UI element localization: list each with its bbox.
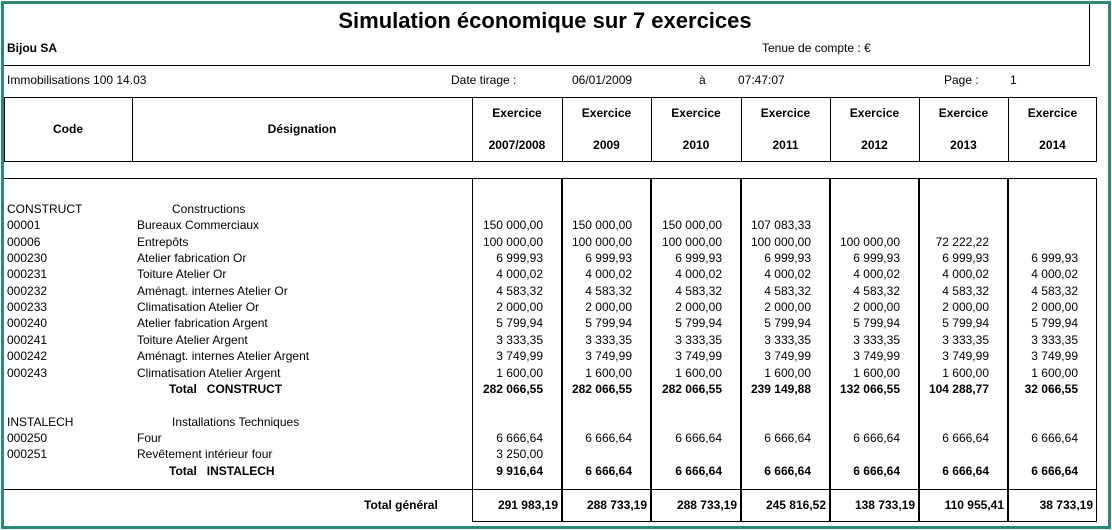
row-value: 6 999,93 [1031,251,1078,266]
row-value: 150 000,00 [661,218,722,233]
exercise-header-year: 2011 [772,138,799,152]
row-designation: Installations Techniques [172,414,300,429]
grand-total-value: 138 733,19 [854,498,915,512]
grand-total-value: 291 983,19 [497,498,558,512]
exercise-header-label: Exercice [581,106,632,120]
row-value: 3 333,35 [585,332,632,347]
table-row [0,333,1097,349]
row-value: 72 222,22 [935,234,989,249]
table-row [0,251,1097,267]
row-value: 6 999,93 [585,251,632,266]
row-value: 6 666,64 [1031,430,1078,445]
row-code: 000233 [7,300,48,315]
exercise-header-label: Exercice [760,106,811,120]
report-code: Immobilisations 100 14.03 [7,73,147,87]
date-label: Date tirage : [451,73,517,87]
row-code: 00006 [7,234,41,249]
exercise-header-label: Exercice [492,106,542,120]
row-designation: Total CONSTRUCT [169,381,283,396]
row-value: 6 666,64 [1031,463,1078,478]
row-code: 000230 [7,251,48,266]
exercise-header-year: 2007/2008 [488,138,546,152]
subtotal-row [0,382,1097,398]
grand-total-value: 38 733,19 [1039,498,1093,512]
date-value: 06/01/2009 [572,73,633,87]
grand-total-label: Total général [364,498,438,512]
page-label: Page : [944,73,979,87]
table-row [0,366,1097,382]
row-value: 5 799,94 [585,316,632,331]
row-designation: Atelier fabrication Argent [137,316,268,331]
table-row [0,349,1097,365]
exercise-header-label: Exercice [849,106,900,120]
row-designation: Four [137,430,162,445]
row-value: 282 066,55 [571,381,632,396]
row-designation: Revêtement intérieur four [137,447,273,462]
row-value: 3 333,35 [853,332,900,347]
row-value: 150 000,00 [571,218,632,233]
row-value: 4 583,32 [496,283,543,298]
row-value: 4 000,02 [1031,267,1078,282]
row-value: 4 583,32 [853,283,900,298]
row-value: 6 666,64 [585,463,632,478]
row-designation: Entrepôts [137,234,189,249]
exercise-header-label: Exercice [938,106,989,120]
row-value: 6 999,93 [853,251,900,266]
row-value: 132 066,55 [839,381,900,396]
row-value: 2 000,00 [942,300,989,315]
row-value: 282 066,55 [482,381,543,396]
row-value: 6 999,93 [675,251,722,266]
grand-total-value: 288 733,19 [676,498,737,512]
row-value: 1 600,00 [675,365,722,380]
row-designation: Bureaux Commerciaux [137,218,260,233]
row-value: 1 600,00 [496,365,543,380]
row-value: 100 000,00 [750,234,811,249]
row-value: 3 250,00 [496,447,543,462]
currency-label: Tenue de compte : € [762,41,871,55]
table-row [0,218,1097,234]
row-code: 000242 [7,349,48,364]
table-row [0,431,1097,447]
row-code: 000250 [7,430,48,445]
row-value: 3 333,35 [764,332,811,347]
row-value: 5 799,94 [675,316,722,331]
row-value: 4 583,32 [942,283,989,298]
row-value: 5 799,94 [942,316,989,331]
table-row [0,447,1097,463]
code-header: Code [53,122,83,136]
exercise-header-year: 2013 [950,138,977,152]
row-value: 9 916,64 [496,463,543,478]
row-value: 3 749,99 [853,349,900,364]
row-designation: Aménagt. internes Atelier Argent [137,349,310,364]
row-value: 1 600,00 [853,365,900,380]
company-name: Bijou SA [7,41,57,55]
row-value: 2 000,00 [675,300,722,315]
row-value: 5 799,94 [1031,316,1078,331]
row-value: 104 288,77 [928,381,989,396]
row-value: 3 749,99 [585,349,632,364]
row-value: 5 799,94 [496,316,543,331]
row-value: 239 149,88 [750,381,811,396]
row-value: 4 000,02 [585,267,632,282]
grand-total-rule [4,489,1097,490]
row-designation: Climatisation Atelier Argent [137,365,281,380]
row-value: 3 333,35 [675,332,722,347]
row-value: 2 000,00 [764,300,811,315]
row-value: 2 000,00 [853,300,900,315]
table-row [0,300,1097,316]
group-row [0,415,1097,431]
row-code: 000231 [7,267,48,282]
subtotal-row [0,464,1097,480]
row-value: 3 749,99 [942,349,989,364]
table-row [0,235,1097,251]
grand-total-value: 110 955,41 [944,498,1004,512]
row-value: 6 999,93 [764,251,811,266]
row-value: 4 583,32 [764,283,811,298]
row-value: 6 666,64 [675,463,722,478]
row-value: 5 799,94 [853,316,900,331]
row-value: 5 799,94 [764,316,811,331]
row-value: 32 066,55 [1024,381,1078,396]
row-value: 6 666,64 [942,430,989,445]
row-value: 6 999,93 [496,251,543,266]
designation-header: Désignation [267,122,337,136]
row-value: 6 666,64 [585,430,632,445]
row-value: 282 066,55 [661,381,722,396]
row-code: 000243 [7,365,48,380]
report-title: Simulation économique sur 7 exercices [338,8,752,33]
table-row [0,284,1097,300]
row-code: INSTALECH [7,414,74,429]
row-value: 4 583,32 [1031,283,1078,298]
row-code: 000240 [7,316,48,331]
row-value: 3 333,35 [1031,332,1078,347]
row-value: 4 000,02 [675,267,722,282]
row-value: 3 749,99 [675,349,722,364]
row-code: 000241 [7,332,48,347]
row-value: 100 000,00 [661,234,722,249]
row-value: 2 000,00 [585,300,632,315]
row-value: 2 000,00 [496,300,543,315]
row-value: 3 749,99 [1031,349,1078,364]
row-designation: Toiture Atelier Argent [137,332,248,347]
page-number: 1 [1010,73,1017,87]
row-value: 3 749,99 [496,349,543,364]
row-value: 107 083,33 [750,218,811,233]
row-value: 4 583,32 [585,283,632,298]
row-value: 6 666,64 [675,430,722,445]
table-row [0,316,1097,332]
exercise-header-year: 2010 [682,138,710,152]
row-value: 1 600,00 [942,365,989,380]
grand-total-value: 288 733,19 [586,498,647,512]
row-value: 1 600,00 [1031,365,1078,380]
exercise-header-year: 2009 [593,138,620,152]
row-value: 6 666,64 [853,430,900,445]
row-designation: Total INSTALECH [169,463,275,478]
row-value: 3 333,35 [942,332,989,347]
row-designation: Aménagt. internes Atelier Or [137,283,288,298]
row-value: 2 000,00 [1031,300,1078,315]
table-row [0,267,1097,283]
row-value: 4 583,32 [675,283,722,298]
row-value: 6 999,93 [942,251,989,266]
row-designation: Climatisation Atelier Or [137,300,260,315]
row-designation: Toiture Atelier Or [137,267,227,282]
exercise-header-label: Exercice [1027,106,1078,120]
row-value: 4 000,02 [496,267,543,282]
row-value: 1 600,00 [764,365,811,380]
row-value: 6 666,64 [764,430,811,445]
row-value: 4 000,02 [942,267,989,282]
row-value: 6 666,64 [496,430,543,445]
row-value: 100 000,00 [839,234,900,249]
row-code: 000251 [7,447,48,462]
grand-total-value: 245 816,52 [765,498,826,512]
row-value: 4 000,02 [764,267,811,282]
exercise-header-year: 2012 [861,138,888,152]
row-value: 3 749,99 [764,349,811,364]
row-designation: Atelier fabrication Or [137,251,247,266]
row-value: 6 666,64 [942,463,989,478]
row-code: 00001 [7,218,41,233]
row-value: 6 666,64 [764,463,811,478]
table-row [0,398,1097,414]
row-value: 150 000,00 [482,218,543,233]
row-designation: Constructions [172,202,246,216]
row-value: 100 000,00 [482,234,543,249]
time-value: 07:47:07 [738,73,785,87]
row-value: 4 000,02 [853,267,900,282]
exercise-header-label: Exercice [671,106,721,120]
row-code: CONSTRUCT [7,202,83,216]
row-value: 6 666,64 [853,463,900,478]
group-row [0,202,1097,218]
row-value: 1 600,00 [585,365,632,380]
exercise-header-year: 2014 [1039,138,1066,152]
at-label: à [699,73,706,87]
row-code: 000232 [7,283,48,298]
row-value: 3 333,35 [496,332,543,347]
row-value: 100 000,00 [571,234,632,249]
